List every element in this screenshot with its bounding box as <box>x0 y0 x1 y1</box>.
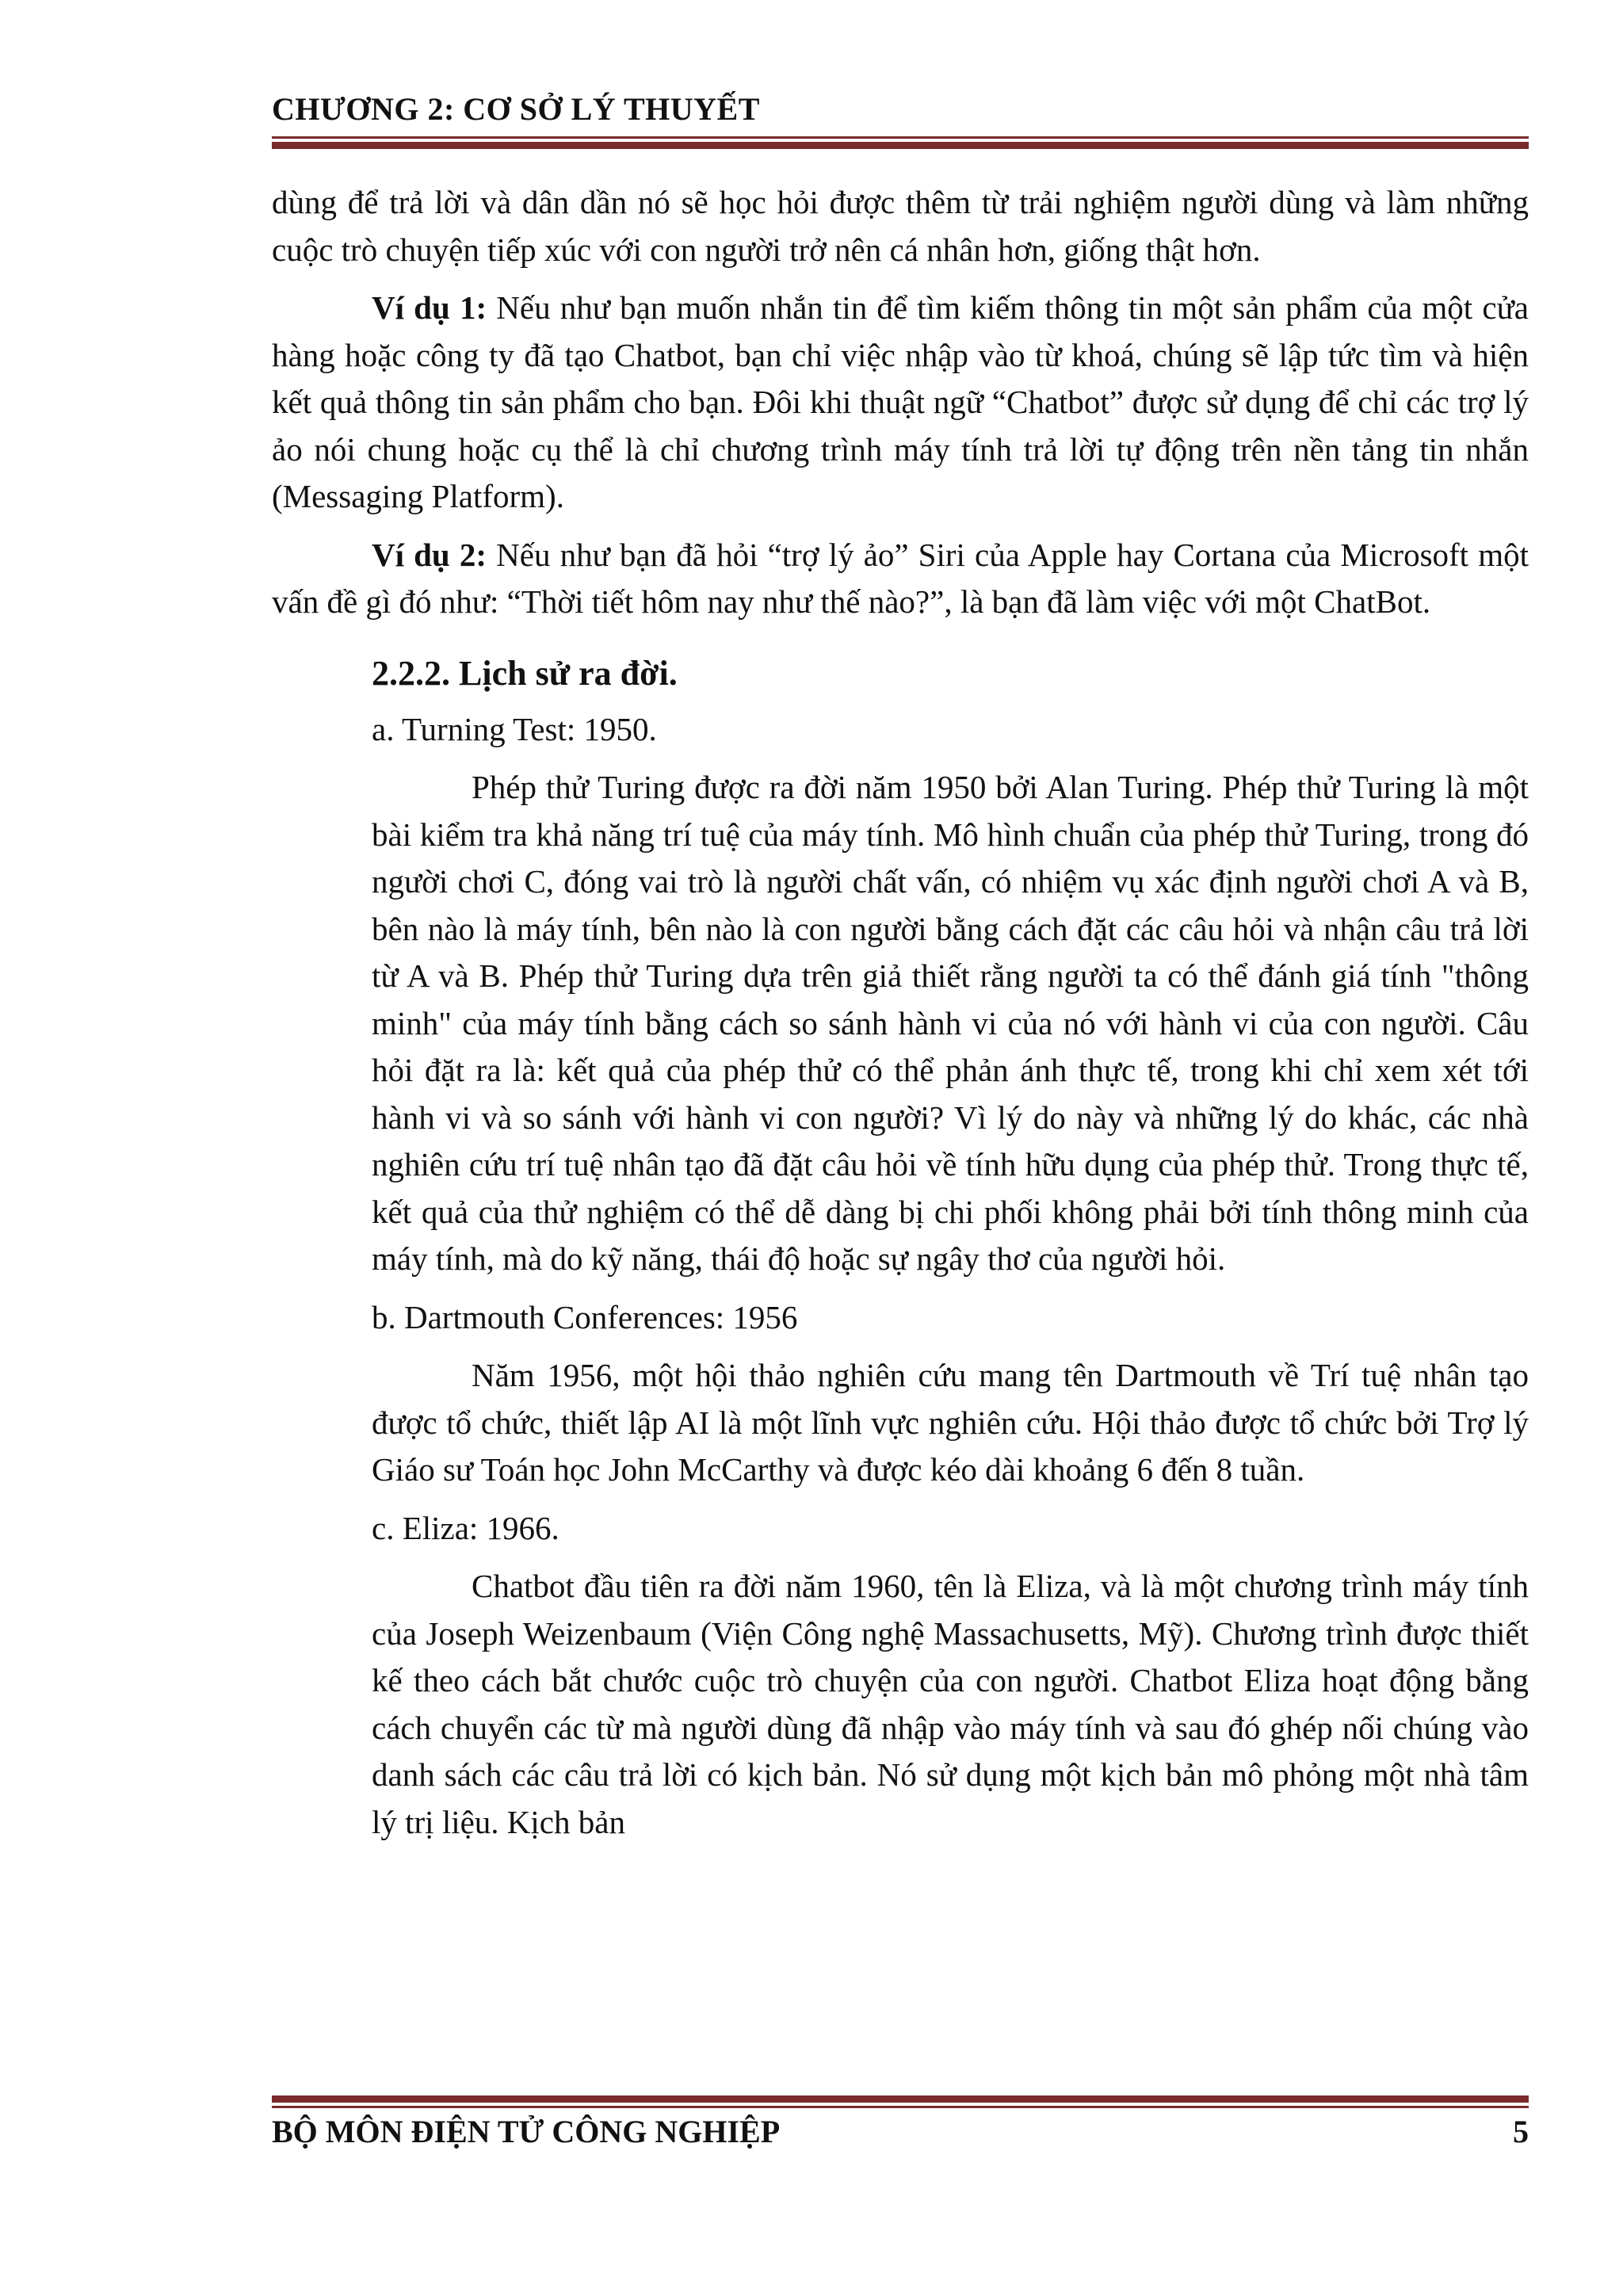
intro-paragraph: dùng để trả lời và dân dần nó sẽ học hỏi được thêm từ trải nghiệm người dùng và làm những cuộc trò chuyện tiếp xúc với con người trở nên cá nhân hơn, giống thật hơn. <box>272 184 1529 268</box>
example-2-paragraph <box>272 532 1529 626</box>
subsection-c-heading: c. Eliza: 1966. <box>372 1509 559 1546</box>
subsection-a-heading: a. Turning Test: 1950. <box>372 710 657 747</box>
page-body <box>272 179 1529 1846</box>
header-rule <box>272 136 1529 149</box>
footer-title: BỘ MÔN ĐIỆN TỬ CÔNG NGHIỆP <box>272 2114 781 2149</box>
subsection-b-heading: b. Dartmouth Conferences: 1956 <box>372 1298 798 1335</box>
page-number: 5 <box>1513 2114 1529 2149</box>
example-1-paragraph <box>272 285 1529 521</box>
subsection-c-paragraph: Chatbot đầu tiên ra đời năm 1960, tên là Eliza, và là một chương trình máy tính của Joseph Weizenbaum (Viện Công nghệ Massachusetts, Mỹ). Chương trình được thiết kế theo cách bắt chước cuộc trò chuyện của con người. Chatbot Eliza hoạt động bằng cách chuyển các từ mà người dùng đã nhập vào máy tính và sau đó ghép nối chúng vào danh sách các câu trả lời có kịch bản. Nó sử dụng một kịch bản mô phỏng một nhà tâm lý trị liệu. Kịch bản <box>372 1568 1529 1840</box>
header-title: CHƯƠNG 2: CƠ SỞ LÝ THUYẾT <box>272 91 760 127</box>
example-2-text: Nếu như bạn đã hỏi “trợ lý ảo” Siri của Apple hay Cortana của Microsoft một vấn đề gì đó như: “Thời tiết hôm nay như thế nào?”, là bạn đã làm việc với một ChatBot. <box>272 536 1529 620</box>
footer-rule <box>272 2095 1529 2108</box>
subsection-a-paragraph: Phép thử Turing được ra đời năm 1950 bởi Alan Turing. Phép thử Turing là một bài kiểm tra khả năng trí tuệ của máy tính. Mô hình chuẩn của phép thử Turing, trong đó người chơi C, đóng vai trò là người chất vấn, có nhiệm vụ xác định người chơi A và B, bên nào là máy tính, bên nào là con người bằng cách đặt các câu hỏi và nhận câu trả lời từ A và B. Phép thử Turing dựa trên giả thiết rằng người ta có thể đánh giá tính "thông minh" của máy tính bằng cách so sánh hành vi của nó với hành vi của con người. Câu hỏi đặt ra là: kết quả của phép thử có thể phản ánh thực tế, trong khi chỉ xem xét tới hành vi và so sánh với hành vi con người? Vì lý do này và những lý do khác, các nhà nghiên cứu trí tuệ nhân tạo đã đặt câu hỏi về tính hữu dụng của phép thử. Trong thực tế, kết quả của thử nghiệm có thể dễ dàng bị chi phối không phải bởi tính thông minh của máy tính, mà do kỹ năng, thái độ hoặc sự ngây thơ của người hỏi. <box>372 769 1529 1277</box>
section-heading: 2.2.2. Lịch sử ra đời. <box>372 653 678 693</box>
example-2-label: Ví dụ 2: <box>372 536 487 573</box>
example-1-label: Ví dụ 1: <box>372 289 487 326</box>
example-1-text: Nếu như bạn muốn nhắn tin để tìm kiếm thông tin một sản phẩm của một cửa hàng hoặc công ty đã tạo Chatbot, bạn chỉ việc nhập vào từ khoá, chúng sẽ lập tức tìm và hiện kết quả thông tin sản phẩm cho bạn. Đôi khi thuật ngữ “Chatbot” được sử dụng để chỉ các trợ lý ảo nói chung hoặc cụ thể là chỉ chương trình máy tính trả lời tự động trên nền tảng tin nhắn (Messaging Platform). <box>272 289 1529 514</box>
subsection-b-paragraph: Năm 1956, một hội thảo nghiên cứu mang tên Dartmouth về Trí tuệ nhân tạo được tổ chức, thiết lập AI là một lĩnh vực nghiên cứu. Hội thảo được tổ chức bởi Trợ lý Giáo sư Toán học John McCarthy và được kéo dài khoảng 6 đến 8 tuần. <box>372 1357 1529 1488</box>
